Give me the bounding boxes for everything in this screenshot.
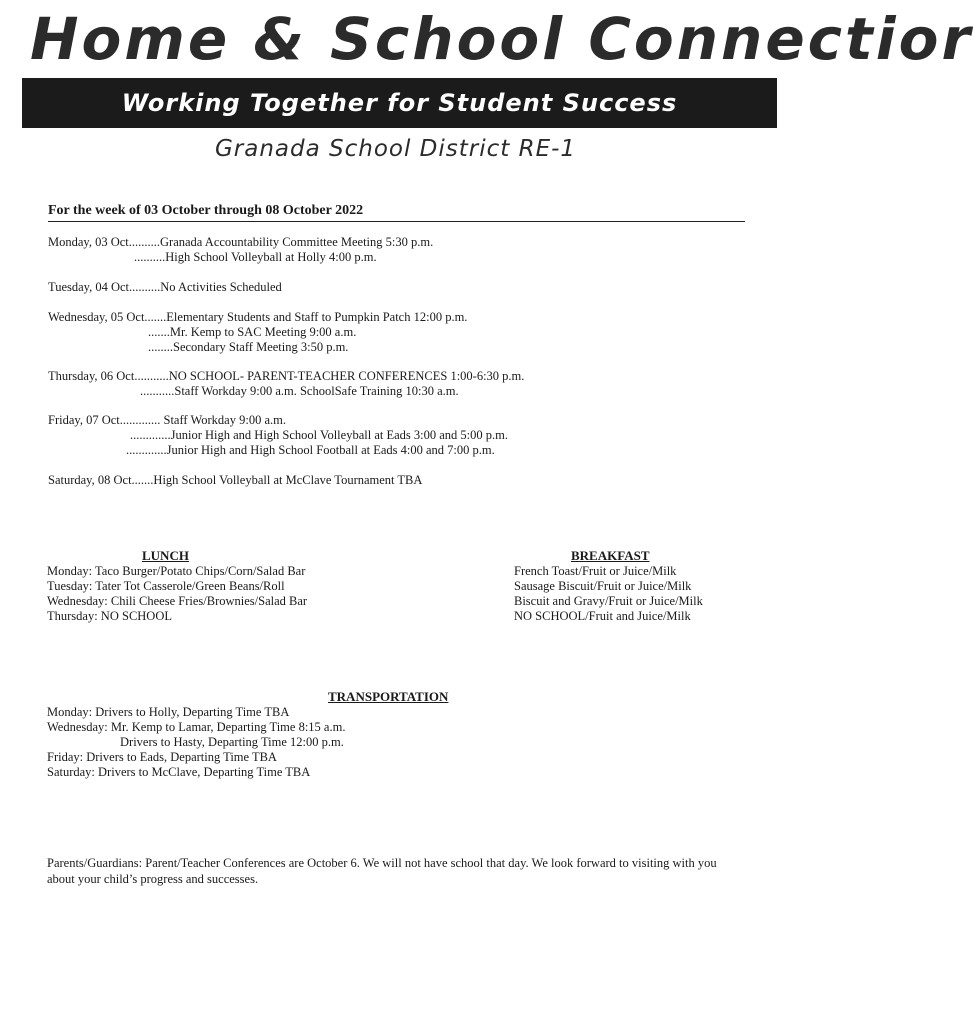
breakfast-item: Sausage Biscuit/Fruit or Juice/Milk (514, 579, 692, 593)
lunch-title: LUNCH (142, 548, 189, 563)
district-name: Granada School District RE-1 (214, 136, 577, 162)
schedule-line: Wednesday, 05 Oct.......Elementary Students and Staff to Pumpkin Patch 12:00 p.m. (48, 310, 468, 324)
lunch-item: Thursday: NO SCHOOL (47, 609, 172, 623)
schedule-line: Tuesday, 04 Oct..........No Activities Scheduled (48, 280, 282, 294)
schedule-line: .......Mr. Kemp to SAC Meeting 9:00 a.m. (148, 325, 357, 339)
week-heading: For the week of 03 October through 08 October 2022 (48, 202, 745, 222)
parent-note: Parents/Guardians: Parent/Teacher Conferences are October 6. We will not have school that day. We look forward to visiting with you about your child’s progress and successes. (47, 856, 717, 886)
tagline-banner: Working Together for Student Success (22, 78, 777, 128)
breakfast-item: French Toast/Fruit or Juice/Milk (514, 564, 677, 578)
transportation-item: Drivers to Hasty, Departing Time 12:00 p.m. (120, 735, 344, 749)
lunch-item: Monday: Taco Burger/Potato Chips/Corn/Salad Bar (47, 564, 306, 578)
transportation-item: Saturday: Drivers to McClave, Departing Time TBA (47, 765, 311, 779)
schedule-line: Friday, 07 Oct............. Staff Workday 9:00 a.m. (48, 413, 286, 427)
transportation-item: Wednesday: Mr. Kemp to Lamar, Departing Time 8:15 a.m. (47, 720, 346, 734)
lunch-item: Wednesday: Chili Cheese Fries/Brownies/Salad Bar (47, 594, 308, 608)
schedule-line: .............Junior High and High School Football at Eads 4:00 and 7:00 p.m. (126, 443, 495, 457)
transportation-item: Friday: Drivers to Eads, Departing Time TBA (47, 750, 277, 764)
schedule-line: Saturday, 08 Oct.......High School Volleyball at McClave Tournament TBA (48, 473, 423, 487)
schedule-line: ........Secondary Staff Meeting 3:50 p.m. (148, 340, 349, 354)
schedule-line: Monday, 03 Oct..........Granada Accountability Committee Meeting 5:30 p.m. (48, 235, 434, 249)
breakfast-item: NO SCHOOL/Fruit and Juice/Milk (514, 609, 691, 623)
transportation-title: TRANSPORTATION (328, 689, 449, 704)
breakfast-item: Biscuit and Gravy/Fruit or Juice/Milk (514, 594, 703, 608)
masthead-title: Home & School Connectior (30, 5, 973, 73)
transportation-item: Monday: Drivers to Holly, Departing Time TBA (47, 705, 290, 719)
lunch-item: Tuesday: Tater Tot Casserole/Green Beans/Roll (47, 579, 285, 593)
breakfast-title: BREAKFAST (571, 548, 650, 563)
schedule-line: ...........Staff Workday 9:00 a.m. SchoolSafe Training 10:30 a.m. (140, 384, 459, 398)
schedule-line: .............Junior High and High School Volleyball at Eads 3:00 and 5:00 p.m. (130, 428, 508, 442)
schedule-line: ..........High School Volleyball at Holly 4:00 p.m. (134, 250, 377, 264)
schedule-line: Thursday, 06 Oct...........NO SCHOOL- PARENT-TEACHER CONFERENCES 1:00-6:30 p.m. (48, 369, 525, 383)
